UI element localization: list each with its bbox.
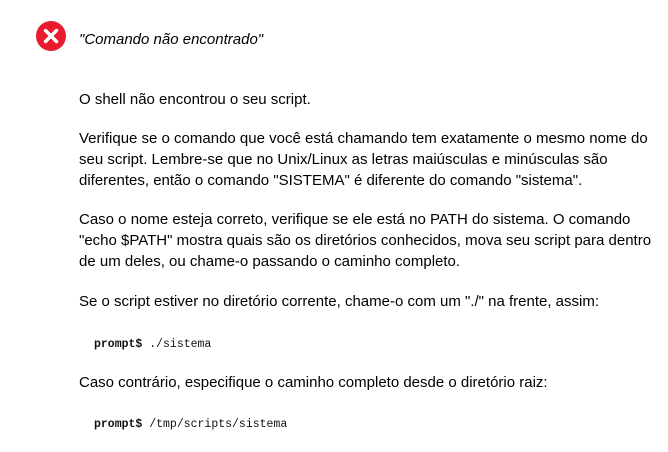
code-command: /tmp/scripts/sistema bbox=[142, 418, 288, 431]
paragraph-full-path: Caso contrário, especifique o caminho completo desde o diretório raiz: bbox=[79, 374, 548, 391]
paragraph-path-check: Caso o nome esteja correto, verifique se ele está no PATH do sistema. O comando "echo $PATH" mostra quais são os diretórios conhecidos, mova seu script para dentro de um deles, ou chame-o passando o caminho completo. bbox=[79, 211, 652, 270]
paragraph-case-sensitivity: Verifique se o comando que você está chamando tem exatamente o mesmo nome do seu script. Lembre-se que no Unix/Linux as letras maiúsculas e minúsculas são diferentes, então o comando "SISTEMA" é diferente do comando "sistema". bbox=[79, 130, 648, 189]
code-example-relative bbox=[94, 338, 211, 352]
code-prompt: prompt$ bbox=[94, 418, 143, 431]
paragraph-current-dir: Se o script estiver no diretório corrente, chame-o com um "./" na frente, assim: bbox=[79, 293, 600, 310]
code-example-absolute bbox=[94, 418, 287, 432]
code-command: ./sistema bbox=[142, 338, 212, 351]
error-icon bbox=[36, 21, 66, 51]
error-title: "Comando não encontrado" bbox=[79, 31, 264, 48]
code-prompt: prompt$ bbox=[94, 338, 143, 351]
paragraph-not-found: O shell não encontrou o seu script. bbox=[79, 91, 311, 108]
